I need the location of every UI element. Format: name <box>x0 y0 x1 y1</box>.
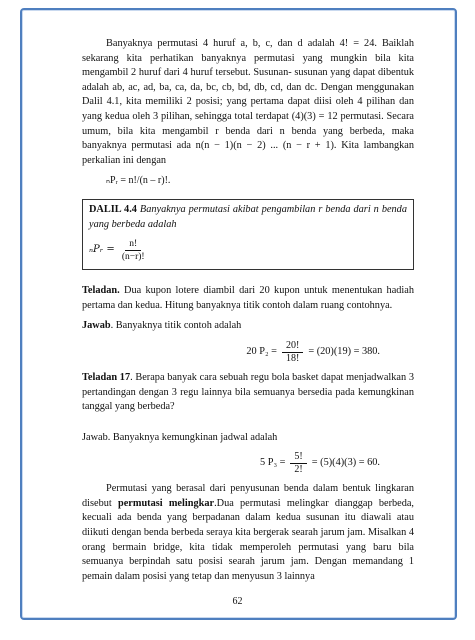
jawab-2-denominator: 2! <box>294 464 303 476</box>
jawab-2-numerator: 5! <box>290 451 306 464</box>
spacer <box>82 415 414 431</box>
page-number: 62 <box>232 596 243 607</box>
circular-text-2: .Dua permutasi melingkar dianggap berbeda, kecuali ada benda yang berpadanan dalam kedua susunan itu diawali atau diikuti dengan benda berbeda seraya kita bergerak searah jarum jam. Misalkan 4 orang bermain bridge, kita tidak memperoleh permutasi yang baru bila semuanya berpindah satu posisi searah jarum jam. Dengan memandang 1 pemain dalam posisi yang tetap dan menyusun 3 lainnya <box>82 497 415 582</box>
jawab-text: . Banyaknya titik contoh adalah <box>110 320 242 332</box>
circular-text-1: Permutasi yang berasal dari penyusunan benda dalam bentuk lingkaran disebut <box>82 483 414 509</box>
jawab-2-lhs: 5 P₃ = <box>260 457 286 469</box>
jawab-2-paragraph: Jawab. Banyaknya kemungkinan jadwal adalah <box>82 431 278 443</box>
dalil-denominator: (n−r)! <box>121 252 145 263</box>
circular-term: permutasi melingkar <box>118 497 215 509</box>
dalil-lhs: ₙPᵣ = <box>89 244 115 256</box>
intro-paragraph: Banyaknya permutasi 4 huruf a, b, c, dan d adalah 4! = 24. Baiklah sekarang kita perhatikan banyaknya permutasi yang mungkin bila kita mengambil 2 huruf dari 4 huruf tersebut. Susunan- susunan yang dapat dibentuk adalah ab, ac, ad, ba, ca, da, bc, cb, bd, db, cd, dan dc. Dengan menggunakan Dalil 4.1, kita memiliki 2 posisi; yang pertama dapat diisi oleh 4 pilihan dan yang kedua oleh 3 pilihan, sehingga total terdapat (4)(3) = 12 permutasi. Secara umum, bila kita mengambil r benda dari n benda yang berbeda, maka banyaknya permutasi ada n(n − 1)(n − 2) ... (n − r + 1). Kita lambangkan perkalian ini dengan <box>82 38 414 166</box>
teladan-17-paragraph <box>82 371 414 415</box>
jawab-denominator: 18! <box>285 352 300 364</box>
dalil-formula <box>89 238 407 263</box>
jawab-2-fraction <box>290 451 306 476</box>
jawab-label: Jawab <box>82 320 111 332</box>
dalil-number: DALIL 4.4 <box>89 203 137 215</box>
jawab-paragraph <box>82 319 414 334</box>
jawab-2-equation <box>82 451 380 476</box>
jawab-fraction <box>282 340 303 365</box>
jawab-numerator: 20! <box>282 340 303 353</box>
dalil-fraction <box>118 238 149 263</box>
jawab-equation <box>82 340 380 365</box>
permutation-formula: ₙPᵣ = n!/(n – r)!. <box>106 175 171 187</box>
teladan-text: Dua kupon lotere diambil dari 20 kupon untuk menentukan hadiah pertama dan kedua. Hitung banyaknya titik contoh dalam ruang contohnya. <box>82 285 414 311</box>
dalil-numerator: n! <box>125 238 141 251</box>
dalil-box <box>82 199 414 270</box>
teladan-17-label: Teladan 17 <box>82 371 131 383</box>
teladan-paragraph <box>82 284 414 313</box>
circular-permutation-paragraph <box>82 482 414 584</box>
teladan-label: Teladan. <box>82 285 120 297</box>
page-content <box>82 37 414 584</box>
jawab-2-rhs: = (5)(4)(3) = 60. <box>311 457 380 469</box>
jawab-lhs: 20 P₂ = <box>246 346 277 358</box>
jawab-rhs: = (20)(19) = 380. <box>308 346 380 358</box>
teladan-17-text: . Berapa banyak cara sebuah regu bola basket dapat menjadwalkan 3 pertandingan dengan 3 regu lainnya bila semuanya bersedia pada kemungkinan tanggal yang berbeda? <box>82 371 414 413</box>
dalil-statement: Banyaknya permutasi akibat pengambilan r benda dari n benda yang berbeda adalah <box>89 203 407 230</box>
dalil-heading <box>89 203 407 232</box>
